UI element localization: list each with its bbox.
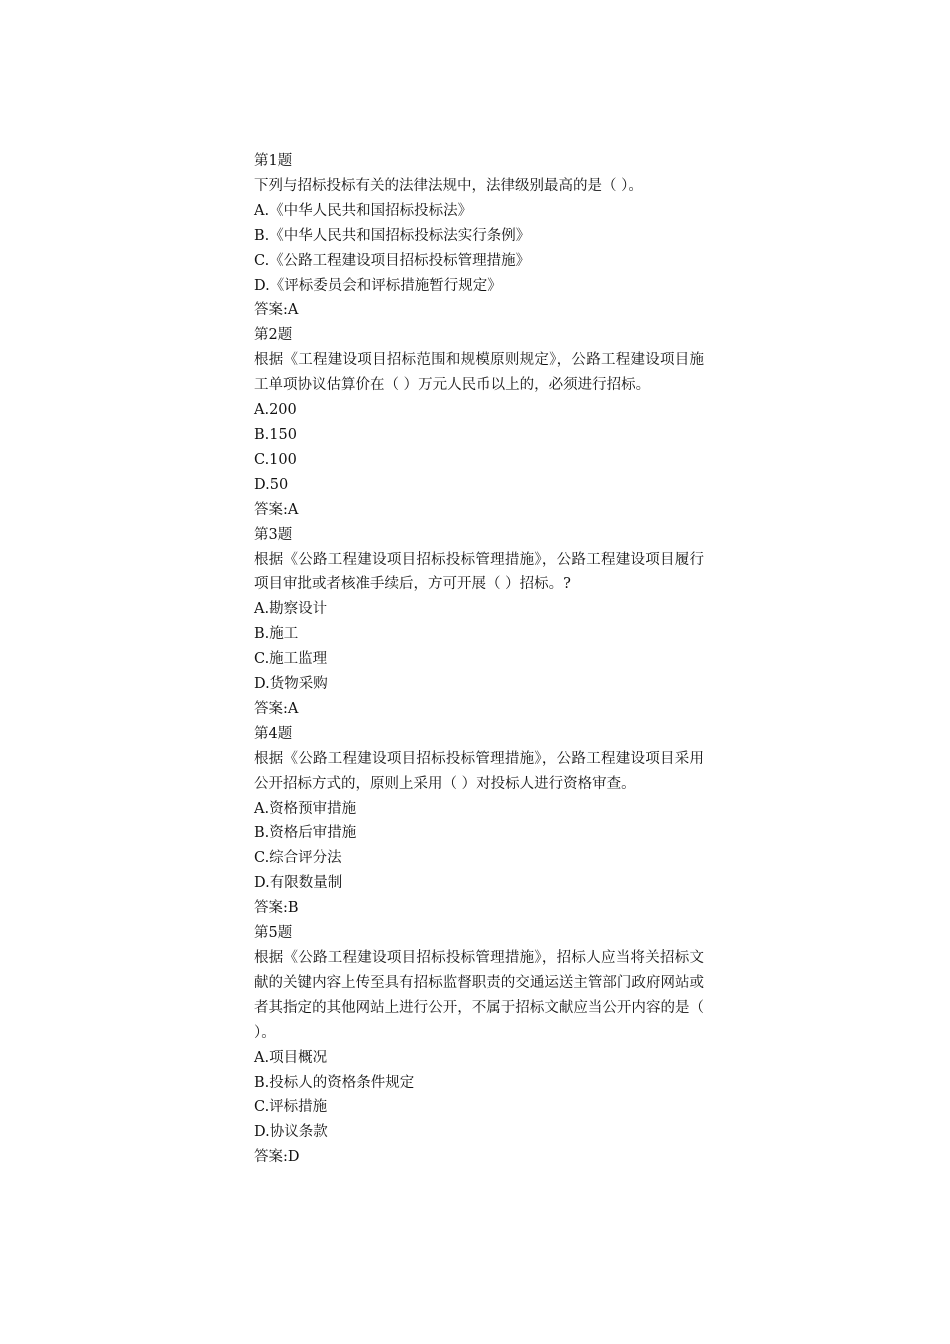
question-number: 第3题: [254, 526, 293, 543]
option-b: B.投标人的资格条件规定: [254, 1074, 415, 1091]
answer: 答案:A: [254, 700, 299, 717]
option-a: A.勘察设计: [254, 601, 328, 618]
option-a: A.资格预审措施: [254, 800, 357, 817]
answer: 答案:A: [254, 302, 299, 319]
answer: 答案:D: [254, 1149, 300, 1166]
question-number: 第4题: [254, 725, 293, 742]
option-c: C.《公路工程建设项目招标投标管理措施》: [254, 252, 531, 269]
option-a: A.项目概况: [254, 1049, 328, 1066]
answer: 答案:A: [254, 501, 299, 518]
option-d: D.《评标委员会和评标措施暂行规定》: [254, 277, 502, 294]
question-stem: 下列与招标投标有关的法律法规中，法律级别最高的是（ ）。: [254, 177, 643, 194]
question-block: [254, 149, 704, 323]
option-a: A.《中华人民共和国招标投标法》: [254, 202, 473, 219]
option-d: D.货物采购: [254, 676, 328, 693]
option-c: C.评标措施: [254, 1099, 328, 1116]
option-d: D.50: [254, 476, 289, 493]
option-b: B.150: [254, 426, 297, 443]
option-c: C.100: [254, 451, 297, 468]
question-block: [254, 323, 704, 522]
question-number: 第2题: [254, 327, 293, 344]
question-block: [254, 921, 704, 1170]
question-stem: 根据《公路工程建设项目招标投标管理措施》，公路工程建设项目履行项目审批或者核准手续后，方可开展（ ）招标。?: [254, 551, 704, 593]
option-b: B.资格后审措施: [254, 825, 357, 842]
answer: 答案:B: [254, 900, 299, 917]
question-number: 第5题: [254, 925, 293, 942]
option-b: B.施工: [254, 626, 299, 643]
option-b: B.《中华人民共和国招标投标法实行条例》: [254, 227, 531, 244]
question-block: [254, 722, 704, 921]
question-stem: 根据《工程建设项目招标范围和规模原则规定》，公路工程建设项目施工单项协议估算价在（ ）万元人民币以上的，必须进行招标。: [254, 352, 704, 394]
option-c: C.综合评分法: [254, 850, 342, 867]
question-block: [254, 523, 704, 722]
question-list: [254, 149, 704, 1170]
question-stem: 根据《公路工程建设项目招标投标管理措施》，招标人应当将关招标文献的关键内容上传至具有招标监督职责的交通运送主管部门政府网站或者其指定的其他网站上进行公开，不属于招标文献应当公开内容的是（ ）。: [254, 950, 704, 1041]
option-d: D.有限数量制: [254, 875, 343, 892]
option-d: D.协议条款: [254, 1124, 328, 1141]
option-c: C.施工监理: [254, 651, 328, 668]
option-a: A.200: [254, 402, 297, 419]
question-stem: 根据《公路工程建设项目招标投标管理措施》，公路工程建设项目采用公开招标方式的，原则上采用（ ）对投标人进行资格审查。: [254, 750, 704, 792]
question-number: 第1题: [254, 153, 293, 169]
